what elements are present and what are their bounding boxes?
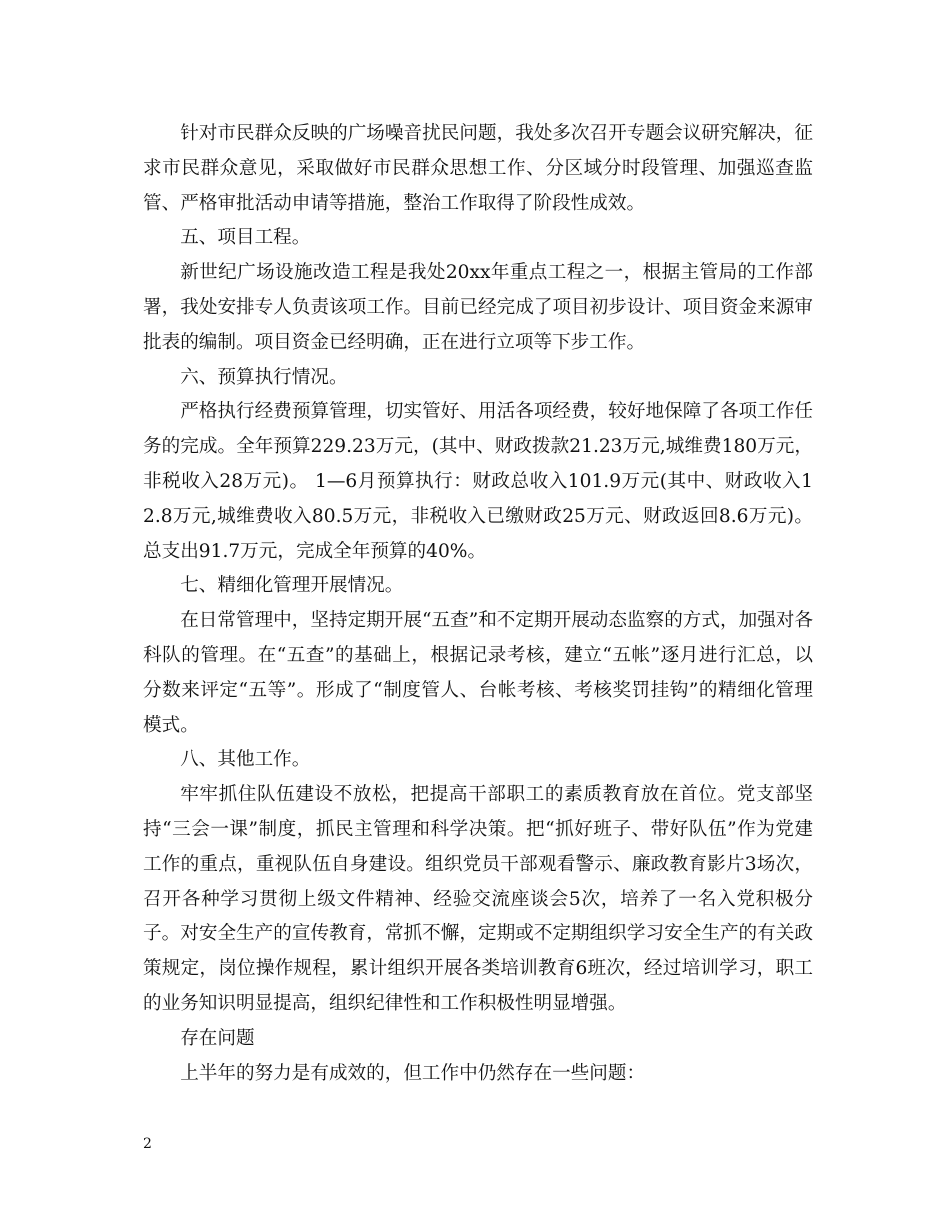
paragraph-budget-execution: 严格执行经费预算管理，切实管好、用活各项经费，较好地保障了各项工作任务的完成。全年预算229.23万元，(其中、财政拨款21.23万元,城维费180万元，非税收入28万元)。 1—6月预算执行：财政总收入101.9万元(其中、财政收入12.8万元,城维费收入80.5万元，非税收入已缴财政25万元、财政返回8.6万元)。总支出91.7万元，完成全年预算的40%。 — [143, 401, 813, 562]
heading-existing-problems: 存在问题 — [180, 1027, 255, 1049]
paragraph-project-engineering: 新世纪广场设施改造工程是我处20xx年重点工程之一，根据主管局的工作部署，我处安排专人负责该项工作。目前已经完成了项目初步设计、项目资金来源审批表的编制。项目资金已经明确，正在进行立项等下步工作。 — [143, 262, 813, 353]
heading-project-engineering: 五、项目工程。 — [180, 227, 311, 249]
paragraph-other-work: 牢牢抓住队伍建设不放松，把提高干部职工的素质教育放在首位。党支部坚持“三会一课”制度，抓民主管理和科学决策。把“抓好班子、带好队伍”作为党建工作的重点，重视队伍自身建设。组织党员干部观看警示、廉政教育影片3场次，召开各种学习贯彻上级文件精神、经验交流座谈会5次，培养了一名入党积极分子。对安全生产的宣传教育，常抓不懈，定期或不定期组织学习安全生产的有关政策规定，岗位操作规程，累计组织开展各类培训教育6班次，经过培训学习，职工的业务知识明显提高，组织纪律性和工作积极性明显增强。 — [143, 784, 813, 1014]
document-body — [143, 117, 813, 1091]
page-number: 2 — [143, 1136, 152, 1152]
heading-other-work: 八、其他工作。 — [180, 749, 311, 771]
heading-budget-execution: 六、预算执行情况。 — [180, 366, 348, 388]
paragraph-existing-problems: 上半年的努力是有成效的，但工作中仍然存在一些问题： — [180, 1062, 646, 1084]
paragraph-refined-management: 在日常管理中，坚持定期开展“五查”和不定期开展动态监察的方式，加强对各科队的管理。在“五查”的基础上，根据记录考核，建立“五帐”逐月进行汇总，以分数来评定“五等”。形成了“制度管人、台帐考核、考核奖罚挂钩”的精细化管理模式。 — [143, 610, 813, 736]
heading-refined-management: 七、精细化管理开展情况。 — [180, 575, 404, 597]
paragraph-square-noise: 针对市民群众反映的广场噪音扰民问题，我处多次召开专题会议研究解决，征求市民群众意见，采取做好市民群众思想工作、分区域分时段管理、加强巡查监管、严格审批活动申请等措施，整治工作取得了阶段性成效。 — [143, 123, 813, 214]
